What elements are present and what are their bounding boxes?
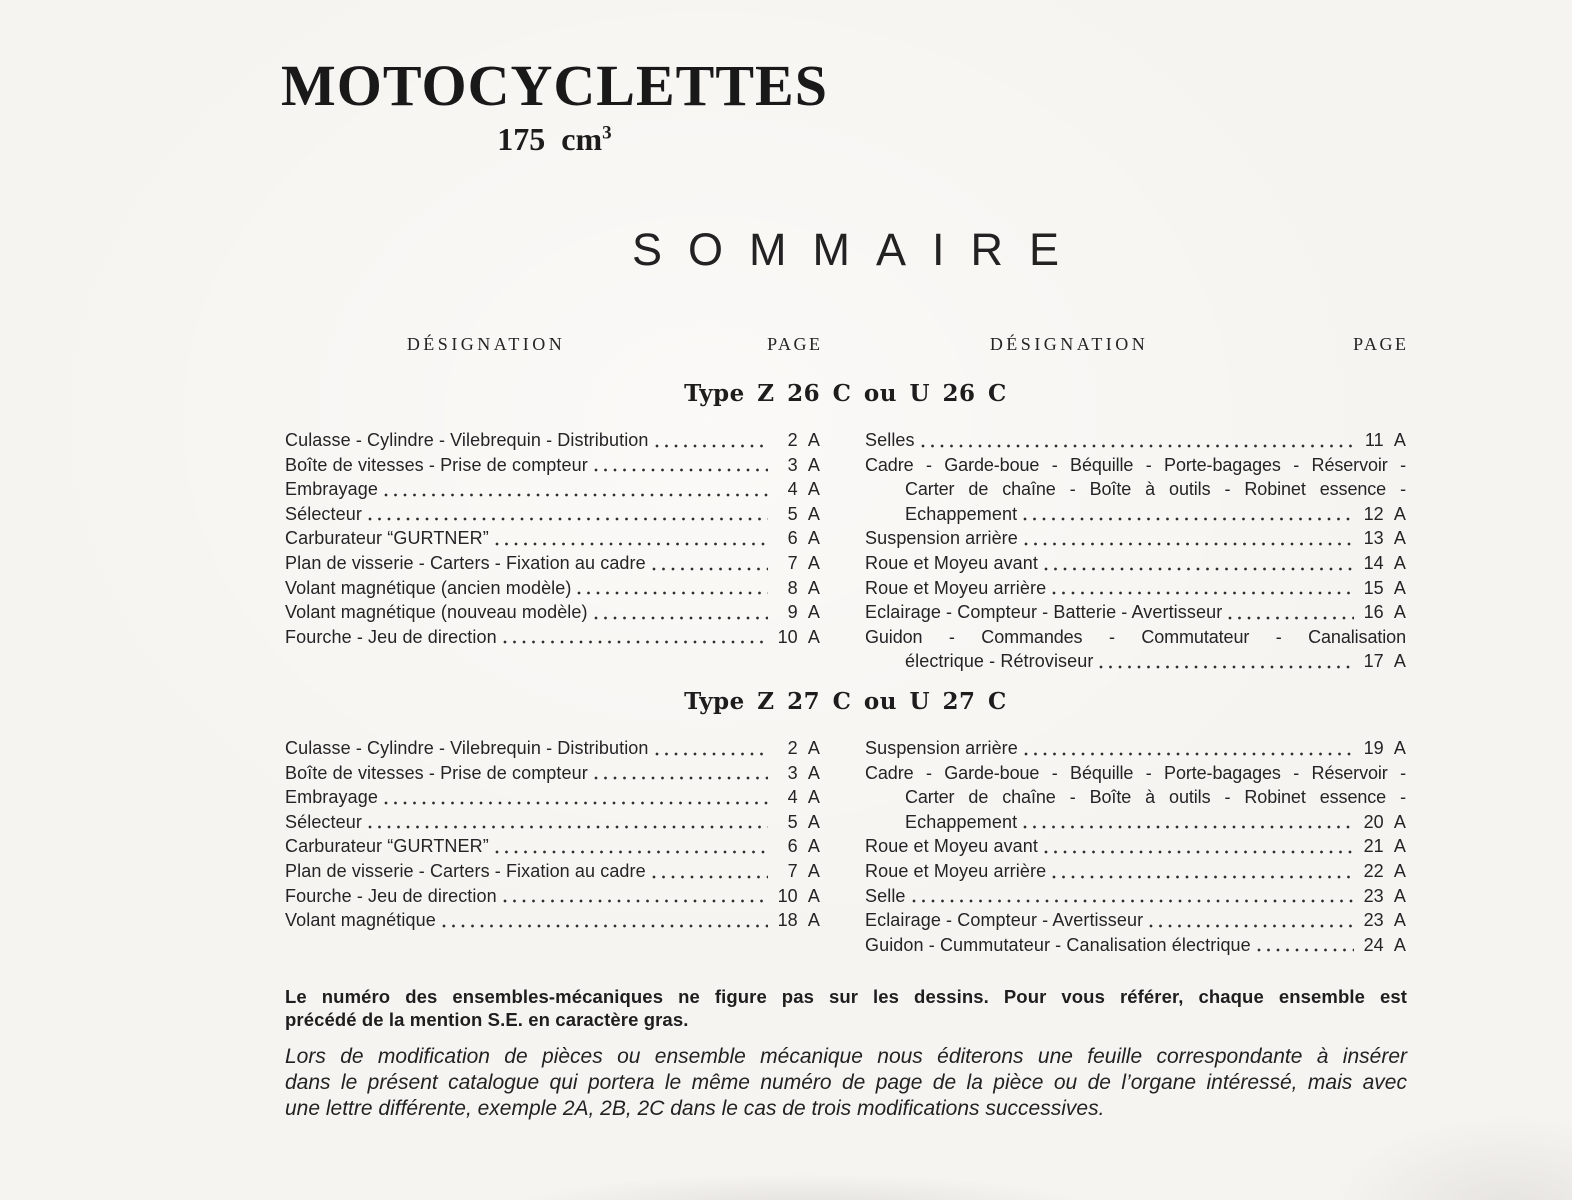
toc-item-label: Culasse - Cylindre - Vilebrequin - Distribution [285,430,649,450]
toc-page-number: 5 A [787,503,820,524]
note-line: une lettre différente, exemple 2A, 2B, 2C dans le cas de trois modifications successives. [285,1097,1105,1120]
toc-page-number: 8 A [787,577,820,598]
toc-page-number: 22 A [1363,860,1406,881]
toc-item-label: Echappement [905,811,1018,832]
toc-entry [285,428,820,453]
dotted-leader [594,453,768,478]
toc-page-number: 6 A [787,528,820,549]
column-header-left [285,334,823,355]
column-headers [285,334,1409,355]
toc-entry [285,785,820,810]
toc-section [285,688,1406,957]
toc-line [865,576,1406,601]
toc-page-number: 2 A [787,430,820,450]
toc-entry [285,761,820,786]
toc-item-label: Carter de chaîne - Boîte à outils - Robinet essence - [905,479,1406,500]
toc-section [285,380,1406,674]
toc-entry [285,908,820,933]
toc-item-label: Roue et Moyeu avant [865,552,1039,573]
toc-line [285,884,820,909]
dotted-leader [495,526,768,551]
toc-item-label: Guidon - Commandes - Commutateur - Canalisation [865,626,1406,647]
toc-line [285,810,820,835]
toc-line [285,477,820,502]
toc-entry [285,551,820,576]
dotted-leader [1052,859,1354,884]
dotted-leader [1052,576,1354,601]
dotted-leader [594,761,768,786]
page-header-left: PAGE [767,334,823,354]
toc-item-label: Cadre - Garde-boue - Béquille - Porte-bagages - Réservoir - [865,454,1406,475]
toc-line [865,551,1406,576]
toc-page-number: 24 A [1363,934,1406,955]
toc-line [865,649,1406,674]
toc-line [865,761,1406,786]
dotted-leader [655,736,768,761]
toc-page-number: 23 A [1363,910,1406,931]
toc-page-number: 11 A [1364,430,1406,450]
dotted-leader [655,428,768,453]
toc-line [865,477,1406,502]
toc-item-label: Sélecteur [285,503,362,524]
toc-item-label: Volant magnétique (ancien modèle) [285,577,572,598]
toc-page-number: 21 A [1363,836,1406,857]
toc-line [865,502,1406,527]
dotted-leader [1099,649,1354,674]
toc-line [865,785,1406,810]
displacement-exponent: 3 [602,122,612,144]
toc-page-number: 5 A [787,811,820,832]
note-line: dans le présent catalogue qui portera le même numéro de page de la pièce ou de l’organe intéressé, mais avec [285,1071,1407,1094]
note-reference-bold [285,986,1407,1031]
dotted-leader [577,576,768,601]
toc-item-label: électrique - Rétroviseur [905,651,1094,672]
toc-item-label: Selles [865,430,915,450]
toc-entry [865,551,1406,576]
toc-entry [865,526,1406,551]
toc-entry [285,810,820,835]
toc-line [865,428,1406,453]
toc-line [865,933,1406,958]
dotted-leader [652,859,768,884]
toc-line [865,453,1406,478]
toc-line [865,526,1406,551]
dotted-leader [1257,933,1354,958]
toc-item-label: Volant magnétique [285,910,436,931]
note-line: Le numéro des ensembles-mécaniques ne figure pas sur les dessins. Pour vous référer, chaque ensemble est [285,986,1407,1007]
toc-item-label: Sélecteur [285,811,362,832]
toc-entry [285,502,820,527]
toc-line [865,810,1406,835]
dotted-leader [503,884,768,909]
toc-column-left [285,736,820,957]
toc-entry [865,576,1406,601]
dotted-leader [1044,551,1354,576]
toc-item-label: Culasse - Cylindre - Vilebrequin - Distribution [285,738,649,758]
toc-entry [865,834,1406,859]
toc-item-label: Roue et Moyeu arrière [865,860,1047,881]
toc-columns [285,736,1406,957]
dotted-leader [1024,526,1354,551]
toc-line [865,736,1406,761]
toc-line [865,908,1406,933]
toc-line [285,736,820,761]
dotted-leader [1149,908,1354,933]
dotted-leader [503,625,768,650]
toc-page-number: 3 A [787,762,820,783]
toc-entry [865,428,1406,453]
note-line: précédé de la mention S.E. en caractère gras. [285,1008,689,1030]
dotted-leader [1023,502,1354,527]
catalog-header [281,53,828,158]
toc-line [865,859,1406,884]
dotted-leader [594,600,768,625]
toc-page-number: 4 A [787,479,820,500]
toc-line [865,834,1406,859]
note-line: Lors de modification de pièces ou ensemble mécanique nous éditerons une feuille correspondante à insérer [285,1045,1407,1068]
dotted-leader [1044,834,1354,859]
toc-entry [865,884,1406,909]
toc-page-number: 3 A [787,454,820,475]
toc-page-number: 12 A [1363,503,1406,524]
toc-item-label: Eclairage - Compteur - Batterie - Avertisseur [865,602,1223,623]
toc-item-label: Fourche - Jeu de direction [285,885,497,906]
toc-entry [865,600,1406,625]
toc-item-label: Boîte de vitesses - Prise de compteur [285,454,588,475]
dotted-leader [1228,600,1354,625]
toc-column-right [865,428,1406,674]
toc-item-label: Carburateur “GURTNER” [285,528,489,549]
dotted-leader [384,785,768,810]
toc-item-label: Plan de visserie - Carters - Fixation au cadre [285,860,646,881]
toc-page-number: 19 A [1363,738,1406,758]
toc-page-number: 10 A [777,626,820,647]
toc-item-label: Embrayage [285,787,378,808]
toc-page-number: 16 A [1363,602,1406,623]
toc-line [285,785,820,810]
toc-entry [285,576,820,601]
toc-page-number: 20 A [1363,811,1406,832]
page-title: SOMMAIRE [631,224,1086,275]
toc-line [865,625,1406,650]
dotted-leader [1023,810,1354,835]
toc-entry [865,908,1406,933]
toc-page-number: 23 A [1363,885,1406,906]
section-title: Type Z 27 C ou U 27 C [684,688,1007,715]
toc-page-number: 10 A [777,885,820,906]
toc-column-left [285,428,820,674]
doc-title: MOTOCYCLETTES [281,53,828,118]
toc-entry [285,477,820,502]
toc-page-number: 7 A [787,860,820,881]
engine-displacement: 175 cm [497,120,603,157]
toc-line [285,551,820,576]
dotted-leader [368,502,768,527]
toc-item-label: Suspension arrière [865,528,1018,549]
toc-page-number: 18 A [777,910,820,931]
toc-entry [865,625,1406,674]
toc-page-number: 14 A [1363,552,1406,573]
toc-page-number: 13 A [1363,528,1406,549]
toc-line [285,834,820,859]
dotted-leader [1024,736,1354,761]
toc-item-label: Cadre - Garde-boue - Béquille - Porte-bagages - Réservoir - [865,762,1406,783]
toc-item-label: Eclairage - Compteur - Avertisseur [865,910,1144,931]
toc-entry [285,625,820,650]
toc-columns [285,428,1406,674]
toc-line [285,576,820,601]
toc-entry [865,761,1406,835]
toc-item-label: Suspension arrière [865,738,1018,758]
toc-line [285,625,820,650]
toc-entry [285,884,820,909]
toc-entry [285,526,820,551]
toc-line [285,428,820,453]
column-header-right [865,334,1409,355]
toc-page-number: 2 A [787,738,820,758]
toc-entry [285,600,820,625]
note-modification-italic [285,1044,1407,1122]
toc-page-number: 15 A [1363,577,1406,598]
toc-line [285,502,820,527]
toc-item-label: Volant magnétique (nouveau modèle) [285,602,588,623]
dotted-leader [442,908,768,933]
toc-line [285,859,820,884]
toc-entry [285,736,820,761]
toc-page-number: 17 A [1363,651,1406,672]
toc-page-number: 9 A [787,602,820,623]
designation-header-right: DÉSIGNATION [989,334,1149,354]
dotted-leader [368,810,768,835]
toc-line [865,600,1406,625]
toc-item-label: Carburateur “GURTNER” [285,836,489,857]
toc-page-number: 4 A [787,787,820,808]
toc-line [285,600,820,625]
dotted-leader [912,884,1354,909]
toc-item-label: Embrayage [285,479,378,500]
toc-line [865,884,1406,909]
toc-item-label: Roue et Moyeu arrière [865,577,1047,598]
toc-column-right [865,736,1406,957]
toc-entry [865,933,1406,958]
designation-header-left: DÉSIGNATION [406,334,566,354]
dotted-leader [384,477,768,502]
toc-item-label: Selle [865,885,906,906]
toc-entry [285,453,820,478]
dotted-leader [921,428,1354,453]
doc-subtitle [281,121,828,158]
dotted-leader [495,834,768,859]
section-title: Type Z 26 C ou U 26 C [684,380,1007,407]
toc-line [285,453,820,478]
toc-entry [285,834,820,859]
toc-item-label: Fourche - Jeu de direction [285,626,497,647]
toc-item-label: Echappement [905,503,1018,524]
toc-line [285,908,820,933]
toc-item-label: Plan de visserie - Carters - Fixation au cadre [285,552,646,573]
toc-line [285,761,820,786]
toc-line [285,526,820,551]
toc-item-label: Guidon - Cummutateur - Canalisation électrique [865,934,1251,955]
toc-item-label: Roue et Moyeu avant [865,836,1039,857]
toc-page-number: 6 A [787,836,820,857]
toc-item-label: Boîte de vitesses - Prise de compteur [285,762,588,783]
toc-entry [865,453,1406,527]
toc-entry [285,859,820,884]
page-header-right: PAGE [1353,334,1409,354]
toc-entry [865,736,1406,761]
toc-item-label: Carter de chaîne - Boîte à outils - Robinet essence - [905,787,1406,808]
dotted-leader [652,551,768,576]
toc-entry [865,859,1406,884]
toc-page-number: 7 A [787,552,820,573]
